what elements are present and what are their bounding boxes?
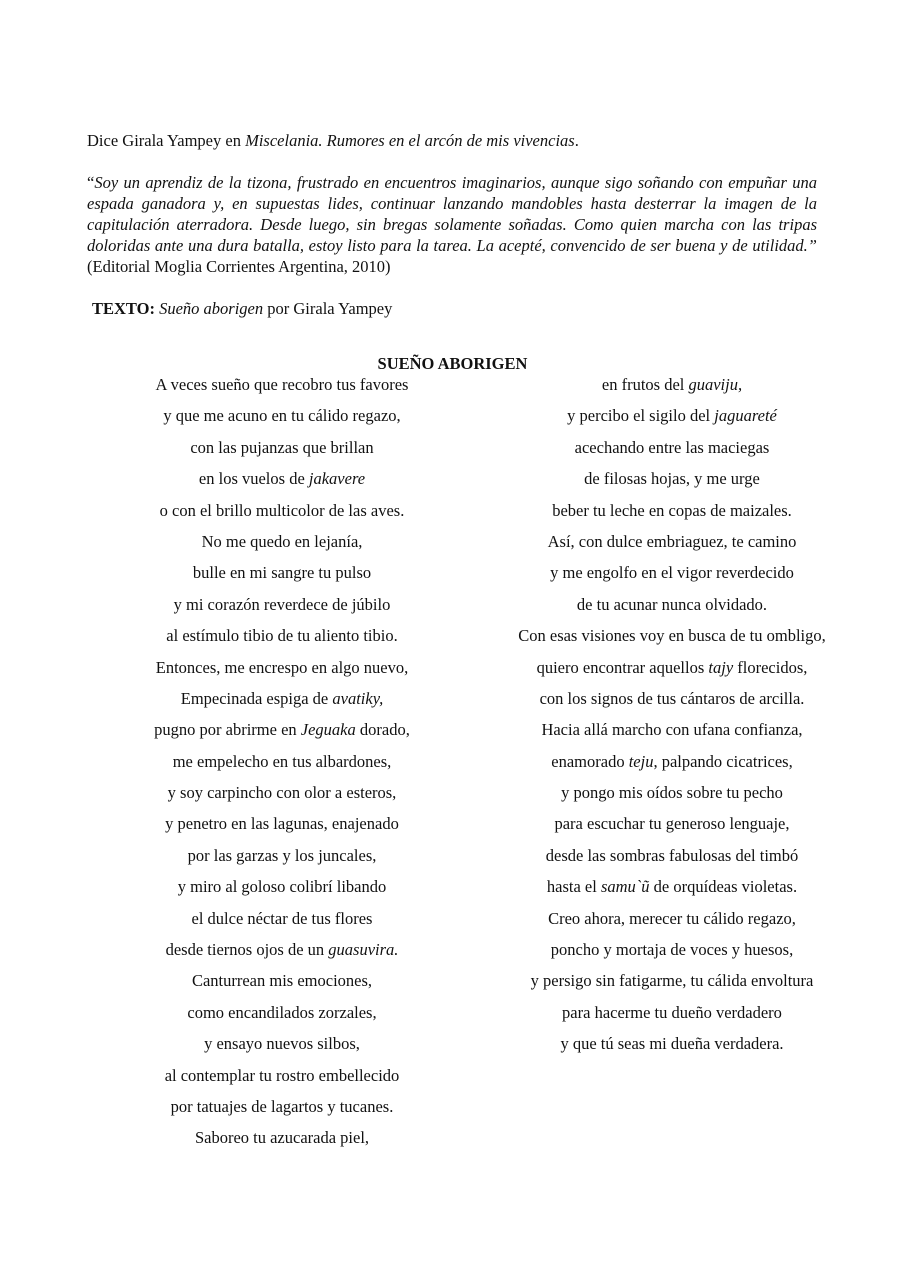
poem-line-before: de tu acunar nunca olvidado. bbox=[576, 594, 768, 614]
poem-line bbox=[72, 374, 492, 405]
poem-line-before: y que me acuno en tu cálido regazo, bbox=[163, 406, 401, 426]
poem-line-before: desde las sombras fabulosas del timbó bbox=[545, 845, 799, 865]
poem-line-after: florecidos, bbox=[733, 657, 808, 677]
poem-line-before: Empecinada espiga de bbox=[180, 688, 333, 708]
poem-line bbox=[72, 1002, 492, 1033]
poem-column-left bbox=[72, 374, 492, 1159]
poem-line bbox=[72, 970, 492, 1001]
poem-line bbox=[462, 751, 882, 782]
poem-line bbox=[72, 657, 492, 688]
poem-line-before: Así, con dulce embriaguez, te camino bbox=[547, 531, 797, 551]
poem-line-before: Creo ahora, merecer tu cálido regazo, bbox=[548, 908, 796, 928]
poem-line-ital: jakavere bbox=[308, 469, 366, 489]
poem-line-before: o con el brillo multicolor de las aves. bbox=[159, 500, 405, 520]
poem-line-before: en los vuelos de bbox=[198, 469, 309, 489]
poem-line-before: quiero encontrar aquellos bbox=[536, 657, 709, 677]
poem-line bbox=[462, 594, 882, 625]
poem-line-ital: guaviju, bbox=[688, 375, 743, 394]
poem-line-before: Hacia allá marcho con ufana confianza, bbox=[541, 720, 803, 740]
poem-line-before: Con esas visiones voy en busca de tu ombligo, bbox=[518, 626, 826, 646]
poem-line-before: por las garzas y los juncales, bbox=[187, 845, 377, 865]
poem-column-right bbox=[462, 374, 882, 1065]
poem-line-before: para escuchar tu generoso lenguaje, bbox=[554, 814, 790, 834]
poem-line bbox=[72, 845, 492, 876]
poem-line bbox=[462, 531, 882, 562]
poem-line-after: de orquídeas violetas. bbox=[649, 877, 798, 897]
poem-line bbox=[72, 813, 492, 844]
poem-line bbox=[72, 531, 492, 562]
texto-byline: por Girala Yampey bbox=[263, 299, 393, 318]
poem-line-before: como encandilados zorzales, bbox=[187, 1002, 377, 1022]
poem-line bbox=[462, 782, 882, 813]
poem-line bbox=[72, 1096, 492, 1127]
poem-line-before: el dulce néctar de tus flores bbox=[191, 908, 373, 928]
poem-line-before: beber tu leche en copas de maizales. bbox=[552, 500, 792, 520]
poem-line-before: por tatuajes de lagartos y tucanes. bbox=[170, 1096, 394, 1116]
poem-line-before: No me quedo en lejanía, bbox=[201, 531, 363, 551]
poem-line bbox=[72, 1127, 492, 1158]
poem-line bbox=[462, 405, 882, 436]
poem-title: SUEÑO ABORIGEN bbox=[377, 354, 528, 373]
poem-line bbox=[462, 562, 882, 593]
intro-suffix: . bbox=[574, 131, 579, 150]
intro-paragraph bbox=[87, 130, 817, 151]
poem-line bbox=[462, 500, 882, 531]
poem-line-before: y me engolfo en el vigor reverdecido bbox=[550, 563, 794, 583]
texto-label: TEXTO: bbox=[92, 299, 155, 318]
poem-line bbox=[462, 688, 882, 719]
poem-line-ital: guasuvira. bbox=[328, 940, 399, 960]
poem-line bbox=[72, 594, 492, 625]
poem-line-before: bulle en mi sangre tu pulso bbox=[192, 563, 372, 583]
quote-paragraph bbox=[87, 172, 817, 277]
poem-line-ital: jaguareté bbox=[714, 406, 777, 426]
poem-line-after: , palpando cicatrices, bbox=[653, 751, 793, 771]
poem-line bbox=[462, 719, 882, 750]
poem-line-before: hasta el bbox=[546, 877, 601, 897]
poem-line bbox=[462, 1033, 882, 1064]
poem-line bbox=[462, 908, 882, 939]
poem-line-ital: Jeguaka bbox=[300, 720, 356, 740]
texto-work: Sueño aborigen bbox=[159, 299, 264, 318]
poem-line-before: y pongo mis oídos sobre tu pecho bbox=[561, 783, 783, 803]
quote-open-mark: “ bbox=[87, 173, 95, 192]
poem-line bbox=[462, 970, 882, 1001]
poem-line-before: con las pujanzas que brillan bbox=[190, 437, 374, 457]
intro-prefix: Dice Girala Yampey en bbox=[87, 131, 246, 150]
poem-line-before: al contemplar tu rostro embellecido bbox=[164, 1065, 400, 1085]
poem-line bbox=[462, 939, 882, 970]
poem-line bbox=[72, 500, 492, 531]
poem-line-before: pugno por abrirme en bbox=[154, 720, 301, 740]
poem-line bbox=[72, 1065, 492, 1096]
poem-line-ital: samu`ũ bbox=[600, 877, 650, 897]
poem-line bbox=[72, 405, 492, 436]
poem-line-before: y percibo el sigilo del bbox=[567, 406, 715, 426]
poem-line-before: poncho y mortaja de voces y huesos, bbox=[550, 940, 794, 960]
poem-line bbox=[72, 437, 492, 468]
poem-line-before: y ensayo nuevos silbos, bbox=[204, 1034, 360, 1054]
poem-line-before: me empelecho en tus albardones, bbox=[172, 751, 392, 771]
poem-line-before: y que tú seas mi dueña verdadera. bbox=[560, 1034, 784, 1054]
poem-line bbox=[72, 782, 492, 813]
quote-citation: (Editorial Moglia Corrientes Argentina, 2010) bbox=[87, 257, 391, 276]
intro-book-title: Miscelania. Rumores en el arcón de mis vivencias bbox=[245, 131, 575, 150]
poem-line-before: para hacerme tu dueño verdadero bbox=[562, 1002, 782, 1022]
poem-line bbox=[72, 939, 492, 970]
poem-line bbox=[72, 1033, 492, 1064]
poem-line-before: en frutos del bbox=[601, 375, 689, 394]
poem-line-before: y persigo sin fatigarme, tu cálida envoltura bbox=[530, 971, 814, 991]
poem-line-before: Canturrean mis emociones, bbox=[191, 971, 373, 991]
poem-line-before: Saboreo tu azucarada piel, bbox=[194, 1128, 370, 1148]
poem-line-before: y miro al goloso colibrí libando bbox=[177, 877, 387, 897]
poem-line bbox=[462, 1002, 882, 1033]
poem-line-before: Entonces, me encrespo en algo nuevo, bbox=[155, 657, 409, 677]
poem-line bbox=[72, 688, 492, 719]
poem-line-before: y penetro en las lagunas, enajenado bbox=[165, 814, 399, 834]
poem-line bbox=[462, 625, 882, 656]
poem-line-before: de filosas hojas, y me urge bbox=[584, 469, 760, 489]
poem-line-before: desde tiernos ojos de un bbox=[165, 940, 329, 960]
texto-line bbox=[92, 298, 392, 319]
poem-line-ital: avatiky, bbox=[332, 688, 384, 708]
poem-line-before: A veces sueño que recobro tus favores bbox=[155, 375, 409, 394]
quote-text: Soy un aprendiz de la tizona, frustrado en encuentros imaginarios, aunque sigo soñando con empuñar una espada ganadora y, en supuestas lides, continuar lanzando mandobles hasta desterrar la imagen de la capitulación aterradora. Desde luego, sin bregas solamente soñadas. Como quien marcha con las tripas doloridas ante una dura batalla, estoy listo para la tarea. La acepté, convencido de ser buena y de utilidad.” bbox=[87, 173, 817, 255]
poem-line bbox=[462, 468, 882, 499]
poem-line bbox=[72, 908, 492, 939]
poem-line-before: y mi corazón reverdece de júbilo bbox=[173, 594, 391, 614]
poem-line bbox=[72, 876, 492, 907]
poem-line bbox=[462, 876, 882, 907]
poem-line-before: enamorado bbox=[551, 751, 629, 771]
poem-line-ital: tajy bbox=[708, 657, 734, 677]
poem-line bbox=[462, 374, 882, 405]
poem-line bbox=[462, 845, 882, 876]
poem-line bbox=[462, 437, 882, 468]
poem-line-ital: teju bbox=[628, 751, 654, 771]
poem-line bbox=[72, 562, 492, 593]
poem-line bbox=[72, 719, 492, 750]
poem-line-before: al estímulo tibio de tu aliento tibio. bbox=[166, 626, 398, 646]
poem-line-before: acechando entre las maciegas bbox=[574, 437, 770, 457]
poem-line bbox=[72, 625, 492, 656]
poem-line-before: y soy carpincho con olor a esteros, bbox=[167, 783, 397, 803]
poem-line-after: dorado, bbox=[355, 720, 410, 740]
poem-line bbox=[72, 468, 492, 499]
poem-line bbox=[72, 751, 492, 782]
poem-line bbox=[462, 813, 882, 844]
poem-line-before: con los signos de tus cántaros de arcilla. bbox=[539, 688, 805, 708]
poem-line bbox=[462, 657, 882, 688]
